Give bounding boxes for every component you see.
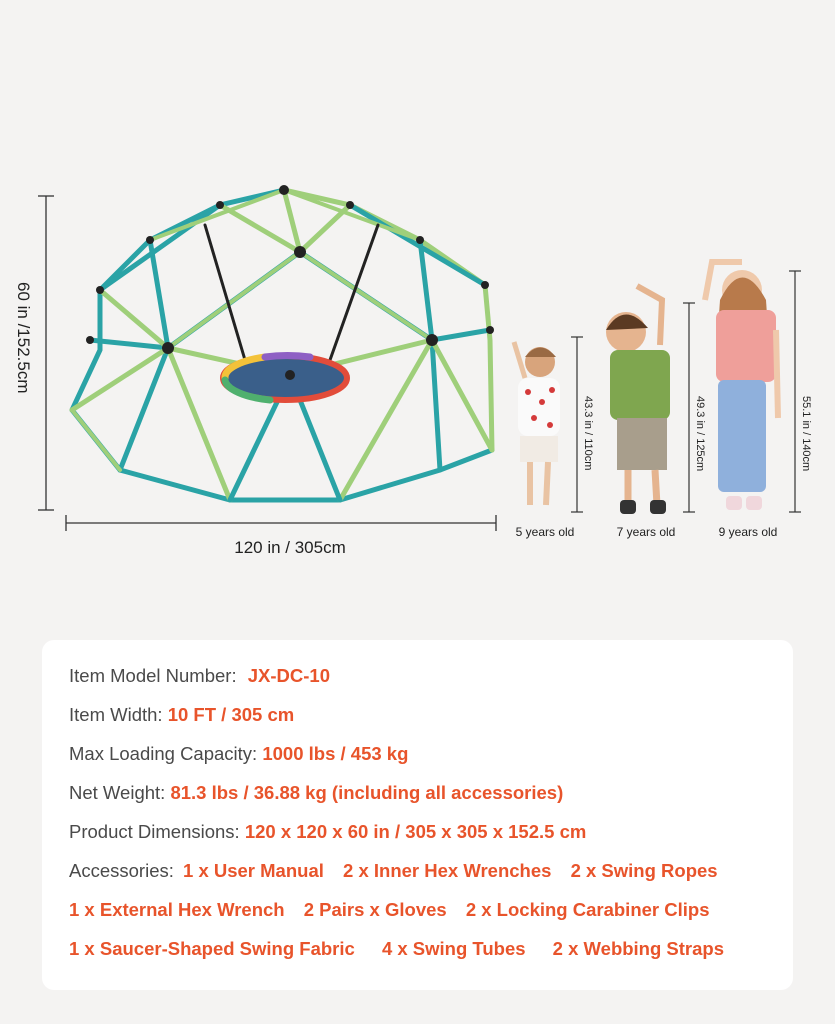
accessory-item: 2 x Locking Carabiner Clips: [465, 899, 710, 920]
accessory-item: 1 x Saucer-Shaped Swing Fabric: [69, 938, 355, 959]
height-label: 60 in /152.5cm: [14, 282, 33, 394]
kid-9-height-label: 55.1 in / 140cm: [800, 396, 812, 472]
spec-model-label: Item Model Number:: [69, 665, 237, 686]
spec-width-label: Item Width:: [69, 704, 163, 725]
accessory-item: 2 x Swing Ropes: [570, 860, 718, 881]
spec-accessories-row-2: [69, 899, 723, 921]
kid-5-height-label: 43.3 in / 110cm: [582, 396, 594, 471]
spec-capacity-label: Max Loading Capacity:: [69, 743, 258, 764]
kid-7-age-label: 7 years old: [616, 525, 676, 539]
height-dimension-line: [38, 196, 54, 510]
spec-model-value: JX-DC-10: [247, 665, 330, 686]
spec-accessories-row-1: [69, 860, 732, 882]
spec-weight-label: Net Weight:: [69, 782, 166, 803]
specs-card: [42, 640, 793, 990]
spec-weight-row: [69, 782, 563, 804]
kid-7-years-image: [606, 286, 670, 514]
spec-capacity-value: 1000 lbs / 453 kg: [262, 743, 409, 764]
accessory-item: 2 x Webbing Straps: [552, 938, 725, 959]
accessory-item: 1 x User Manual: [183, 860, 324, 881]
spec-weight-value: 81.3 lbs / 36.88 kg (including all accessories): [170, 782, 564, 803]
kid-9-height-line: [789, 271, 801, 512]
accessory-item: 2 x Inner Hex Wrenches: [343, 860, 552, 881]
width-label: 120 in / 305cm: [234, 538, 346, 557]
spec-accessories-row-3: [69, 938, 738, 960]
width-dimension-line: [66, 515, 496, 531]
kid-7-height-line: [683, 303, 695, 512]
spec-dims-value: 120 x 120 x 60 in / 305 x 305 x 152.5 cm: [244, 821, 587, 842]
kid-5-height-line: [571, 337, 583, 512]
spec-accessories-label: Accessories:: [69, 860, 174, 881]
spec-width-row: [69, 704, 294, 726]
kid-5-years-image: [514, 342, 560, 505]
spec-dims-row: [69, 821, 586, 843]
spec-capacity-row: [69, 743, 408, 765]
spec-width-value: 10 FT / 305 cm: [167, 704, 295, 725]
spec-dims-label: Product Dimensions:: [69, 821, 240, 842]
accessory-item: 1 x External Hex Wrench: [69, 899, 285, 920]
kid-9-years-image: [705, 262, 778, 510]
kid-5-age-label: 5 years old: [515, 525, 575, 539]
accessory-item: 4 x Swing Tubes: [381, 938, 526, 959]
spec-model-row: [69, 665, 330, 687]
kid-7-height-label: 49.3 in / 125cm: [694, 396, 706, 472]
kid-9-age-label: 9 years old: [718, 525, 778, 539]
accessory-item: 2 Pairs x Gloves: [303, 899, 447, 920]
dome-climber-image: [72, 185, 494, 500]
